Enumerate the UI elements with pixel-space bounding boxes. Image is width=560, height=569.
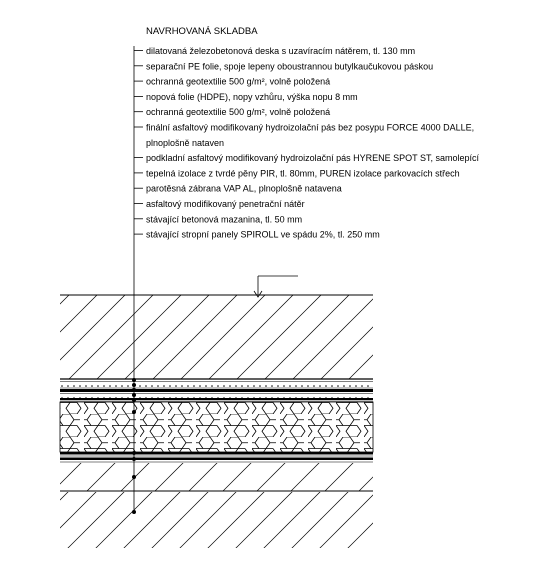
title: NAVRHOVANÁ SKLADBA xyxy=(146,26,258,37)
layer-label: stávající betonová mazanina, tl. 50 mm xyxy=(146,214,303,225)
layer-labels xyxy=(134,46,479,240)
section-layers xyxy=(60,295,373,548)
level-marker xyxy=(254,276,298,297)
layer-label: separační PE folie, spoje lepeny oboustrannou butylkaučukovou páskou xyxy=(146,61,434,72)
layer-label: dilatovaná železobetonová deska s uzavíracím nátěrem, tl. 130 mm xyxy=(146,46,416,56)
layer-membranes xyxy=(60,379,373,401)
layer-concrete-slab xyxy=(60,295,373,379)
layer-label: asfaltový modifikovaný penetrační nátěr xyxy=(146,199,305,209)
layer-label: ochranná geotextilie 500 g/m², volně položená xyxy=(146,76,331,87)
layer-label: ochranná geotextilie 500 g/m², volně položená xyxy=(146,107,331,118)
layer-label: plnoplošně nataven xyxy=(146,137,225,148)
layer-spiroll-panels xyxy=(60,492,373,548)
layer-label: finální asfaltový modifikovaný hydroizolační pás bez posypu FORCE 4000 DALLE, xyxy=(146,122,475,133)
layer-existing-screed xyxy=(60,463,373,491)
layer-label: tepelná izolace z tvrdé pěny PIR, tl. 80mm, PUREN izolace parkovacích střech xyxy=(146,168,460,179)
layer-label: stávající stropní panely SPIROLL ve spádu 2%, tl. 250 mm xyxy=(146,229,380,240)
layer-pir-insulation xyxy=(60,402,373,452)
layer-label: nopová folie (HDPE), nopy vzhůru, výška nopu 8 mm xyxy=(146,91,358,102)
layer-label: parotěsná zábrana VAP AL, plnoplošně natavena xyxy=(146,183,342,194)
layer-vapour-barrier xyxy=(60,452,373,462)
layer-label: podkladní asfaltový modifikovaný hydroizolační pás HYRENE SPOT ST, samolepící xyxy=(146,153,479,164)
